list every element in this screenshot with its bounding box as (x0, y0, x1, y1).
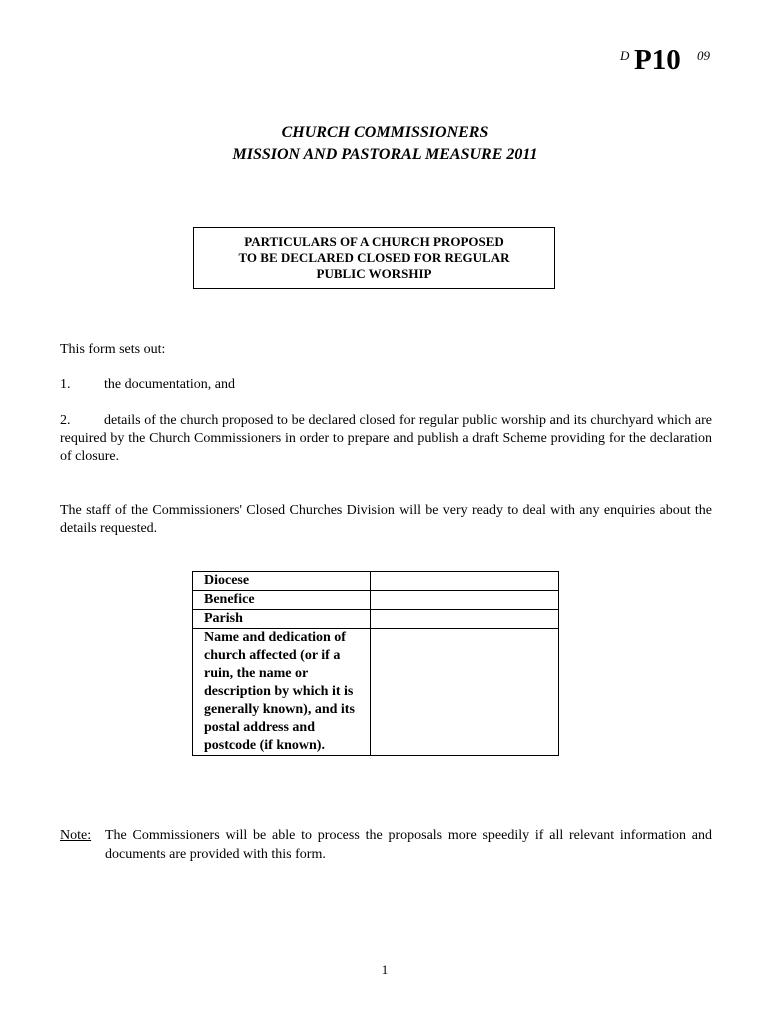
table-row (193, 629, 559, 756)
parish-label: Parish (193, 610, 371, 629)
title-line-2: MISSION AND PASTORAL MEASURE 2011 (232, 146, 538, 163)
diocese-label: Diocese (193, 572, 371, 591)
title-line-1: CHURCH COMMISSIONERS (281, 124, 489, 141)
table-row (193, 591, 559, 610)
table-row (193, 610, 559, 629)
particulars-line-1: PARTICULARS OF A CHURCH PROPOSED (244, 234, 504, 249)
list-item-text: the documentation, and (104, 377, 236, 392)
note-text: The Commissioners will be able to process the proposals more speedily if all relevant information and documents are provided with this form. (105, 828, 712, 862)
staff-note: The staff of the Commissioners' Closed Churches Division will be very ready to deal with any enquiries about the details requested. (60, 503, 712, 536)
particulars-box (193, 227, 555, 289)
details-table (192, 571, 559, 756)
note (60, 826, 712, 864)
particulars-line-3: PUBLIC WORSHIP (316, 266, 432, 281)
parish-field[interactable] (371, 610, 559, 629)
diocese-field[interactable] (371, 572, 559, 591)
church-details-label: Name and dedication of church affected (or if a ruin, the name or description by which it is generally known), and its postal address and postcode (if known). (193, 629, 371, 756)
benefice-field[interactable] (371, 591, 559, 610)
church-details-field[interactable] (371, 629, 559, 756)
list-item-number: 1. (60, 377, 71, 392)
list-item (60, 376, 712, 394)
note-label: Note: (60, 828, 92, 843)
list-item (60, 412, 712, 466)
list-item-text: details of the church proposed to be declared closed for regular public worship and its churchyard which are required by the Church Commissioners in order to prepare and publish a draft Scheme providing for the declaration of closure. (60, 413, 712, 464)
table-row (193, 572, 559, 591)
form-code-suffix: 09 (697, 48, 710, 63)
intro-text: This form sets out: (60, 342, 166, 357)
form-code-main: P10 (634, 44, 681, 76)
page-number: 1 (381, 962, 389, 977)
particulars-line-2: TO BE DECLARED CLOSED FOR REGULAR (238, 250, 510, 265)
list-item-number: 2. (60, 413, 71, 428)
document-title (0, 122, 770, 166)
benefice-label: Benefice (193, 591, 371, 610)
form-code-prefix: D (620, 48, 630, 63)
form-code (620, 44, 730, 80)
